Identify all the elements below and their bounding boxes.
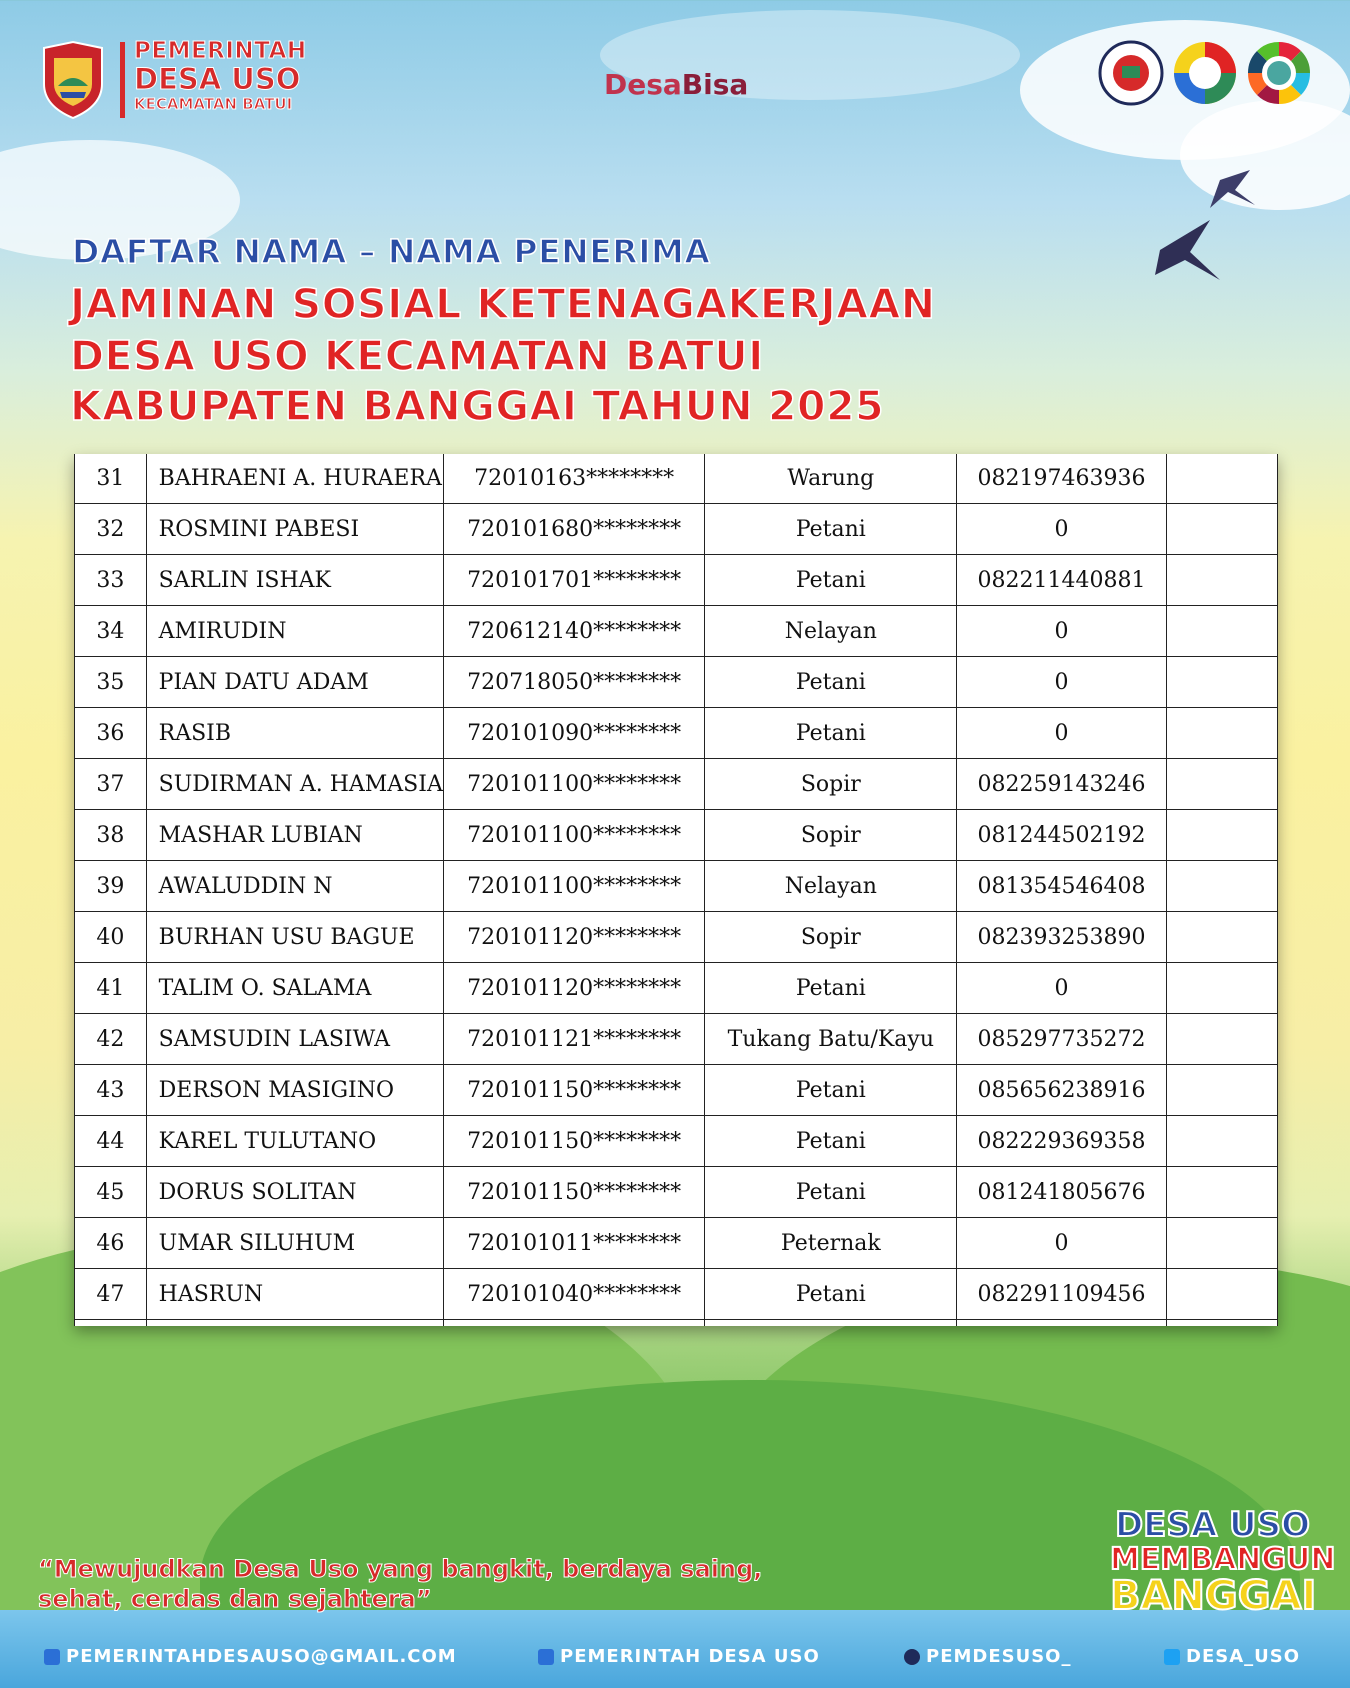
row-number: 45 (75, 1167, 147, 1218)
row-nik: 720612140******** (443, 606, 705, 657)
row-nik: 720101120******** (443, 912, 705, 963)
row-phone: 0 (957, 708, 1167, 759)
table-row (75, 504, 1278, 555)
row-occupation: Petani (705, 708, 957, 759)
row-empty-cell (1166, 1167, 1277, 1218)
row-name: SUDIRMAN A. HAMASIA (146, 759, 443, 810)
table-row (75, 963, 1278, 1014)
row-phone: 082393253890 (957, 912, 1167, 963)
list-title: DAFTAR NAMA – NAMA PENERIMA (72, 232, 711, 271)
row-number: 39 (75, 861, 147, 912)
recipient-table-grid (74, 454, 1278, 1326)
row-phone: 082197463936 (957, 454, 1167, 504)
table-row (75, 759, 1278, 810)
quote-line2: sehat, cerdas dan sejahtera” (38, 1585, 432, 1613)
row-empty-cell (1166, 759, 1277, 810)
row-nik: 720101120******** (443, 963, 705, 1014)
row-empty-cell (1166, 1065, 1277, 1116)
row-number: 36 (75, 708, 147, 759)
row-number: 40 (75, 912, 147, 963)
row-number: 47 (75, 1269, 147, 1320)
row-name: PIAN DATU ADAM (146, 657, 443, 708)
row-occupation: Petani (705, 963, 957, 1014)
row-name: KAREL TULUTANO (146, 1116, 443, 1167)
slogan-line3: BANGGAI (1110, 1573, 1317, 1620)
row-occupation: Nelayan (705, 861, 957, 912)
row-empty-cell (1166, 1116, 1277, 1167)
row-name: DERSON MASIGINO (146, 1065, 443, 1116)
row-nik: 720101011******** (443, 1218, 705, 1269)
row-empty-cell (1166, 606, 1277, 657)
row-name: AWALUDDIN N (146, 861, 443, 912)
table-row (75, 1218, 1278, 1269)
table-row (75, 1116, 1278, 1167)
row-empty-cell (1166, 1269, 1277, 1320)
row-empty-cell (1166, 657, 1277, 708)
row-number: 31 (75, 454, 147, 504)
row-empty-cell (1166, 963, 1277, 1014)
table-row (75, 555, 1278, 606)
row-occupation: Petani (705, 657, 957, 708)
row-nik: 720101090******** (443, 708, 705, 759)
row-name: BURHAN USU BAGUE (146, 912, 443, 963)
table-row (75, 1014, 1278, 1065)
footer-tiktok-text: PEMDESUSO_ (926, 1646, 1072, 1667)
row-name: AMIRUDIN (146, 606, 443, 657)
row-name: BAHRAENI A. HURAERA (146, 454, 443, 504)
vision-quote (38, 1554, 762, 1614)
row-phone: 082259143246 (957, 759, 1167, 810)
row-name: RASIB (146, 708, 443, 759)
row-empty-cell (1166, 861, 1277, 912)
row-name: UMAR SILUHUM (146, 1218, 443, 1269)
row-occupation: Nelayan (705, 606, 957, 657)
row-nik: 720101100******** (443, 759, 705, 810)
slogan-logo (1110, 1505, 1336, 1620)
row-nik: 720101150******** (443, 1167, 705, 1218)
table-row (75, 708, 1278, 759)
desabisa-logo (604, 68, 748, 101)
quote-line1: “Mewujudkan Desa Uso yang bangkit, berdaya saing, (38, 1555, 763, 1583)
table-row (75, 1065, 1278, 1116)
main-title-line1: JAMINAN SOSIAL KETENAGAKERJAAN (70, 280, 936, 328)
row-name: SARLIN ISHAK (146, 555, 443, 606)
birds-decoration (1150, 160, 1270, 300)
row-number: 42 (75, 1014, 147, 1065)
row-occupation: Petani (705, 555, 957, 606)
regency-shield-icon (40, 40, 106, 120)
row-number: 32 (75, 504, 147, 555)
desa-cerdas-logo-icon (1172, 40, 1238, 106)
row-phone: 081244502192 (957, 810, 1167, 861)
row-phone: 0 (957, 606, 1167, 657)
row-empty-cell (1166, 1320, 1277, 1327)
row-number: 43 (75, 1065, 147, 1116)
row-empty-cell (1166, 708, 1277, 759)
main-title-line2: DESA USO KECAMATAN BATUI (70, 332, 764, 380)
table-row (75, 1167, 1278, 1218)
row-nik: 720101040******** (443, 1269, 705, 1320)
row-phone: 0 (957, 1218, 1167, 1269)
row-empty-cell (146, 1320, 443, 1327)
footer-email[interactable] (44, 1646, 457, 1667)
row-phone: 082291109456 (957, 1269, 1167, 1320)
row-empty-cell (1166, 912, 1277, 963)
row-number: 34 (75, 606, 147, 657)
row-occupation: Petani (705, 1116, 957, 1167)
footer-twitter[interactable] (1164, 1646, 1300, 1667)
row-number: 35 (75, 657, 147, 708)
row-empty-cell (1166, 1218, 1277, 1269)
row-nik: 720101121******** (443, 1014, 705, 1065)
footer-twitter-text: DESA_USO (1186, 1646, 1301, 1667)
row-occupation: Petani (705, 1269, 957, 1320)
row-name: DORUS SOLITAN (146, 1167, 443, 1218)
footer-facebook-text: PEMERINTAH DESA USO (560, 1646, 820, 1667)
row-occupation: Sopir (705, 912, 957, 963)
table-row-partial (75, 1320, 1278, 1327)
row-phone: 085297735272 (957, 1014, 1167, 1065)
row-nik: 720101701******** (443, 555, 705, 606)
desabisa-part-a: Desa (604, 68, 682, 101)
row-phone: 0 (957, 963, 1167, 1014)
footer-facebook[interactable] (538, 1646, 820, 1667)
brand-line1: PEMERINTAH (134, 38, 307, 64)
table-row (75, 606, 1278, 657)
row-nik: 720101150******** (443, 1065, 705, 1116)
sdgs-wheel-icon (1246, 40, 1312, 106)
main-title-line3: KABUPATEN BANGGAI TAHUN 2025 (70, 382, 885, 430)
row-number: 33 (75, 555, 147, 606)
footer-email-text: PEMERINTAHDESAUSO@GMAIL.COM (66, 1646, 457, 1667)
ministry-logo-icon (1098, 40, 1164, 106)
row-empty-cell (1166, 1014, 1277, 1065)
brand-title (134, 40, 307, 112)
row-empty-cell (1166, 504, 1277, 555)
row-empty-cell (705, 1320, 957, 1327)
table-row (75, 657, 1278, 708)
row-name: HASRUN (146, 1269, 443, 1320)
facebook-icon (538, 1649, 554, 1665)
table-row (75, 454, 1278, 504)
brand-divider (120, 42, 125, 118)
tiktok-icon (904, 1649, 920, 1665)
row-phone: 082229369358 (957, 1116, 1167, 1167)
row-empty-cell (75, 1320, 147, 1327)
row-phone: 085656238916 (957, 1065, 1167, 1116)
slogan-line1: DESA USO (1114, 1505, 1311, 1545)
desabisa-part-b: Bisa (681, 68, 749, 101)
row-occupation: Warung (705, 454, 957, 504)
table-row (75, 810, 1278, 861)
row-phone: 081354546408 (957, 861, 1167, 912)
email-icon (44, 1649, 60, 1665)
row-phone: 0 (957, 657, 1167, 708)
row-name: TALIM O. SALAMA (146, 963, 443, 1014)
row-number: 41 (75, 963, 147, 1014)
row-occupation: Petani (705, 504, 957, 555)
table-row (75, 861, 1278, 912)
twitter-icon (1164, 1649, 1180, 1665)
brand-line2: DESA USO (134, 62, 301, 96)
row-number: 37 (75, 759, 147, 810)
row-nik: 720101100******** (443, 810, 705, 861)
table-row (75, 1269, 1278, 1320)
row-nik: 720101150******** (443, 1116, 705, 1167)
row-occupation: Peternak (705, 1218, 957, 1269)
row-empty-cell (443, 1320, 705, 1327)
row-number: 44 (75, 1116, 147, 1167)
row-empty-cell (1166, 454, 1277, 504)
row-empty-cell (957, 1320, 1167, 1327)
row-number: 46 (75, 1218, 147, 1269)
row-occupation: Petani (705, 1167, 957, 1218)
row-occupation: Sopir (705, 759, 957, 810)
row-phone: 082211440881 (957, 555, 1167, 606)
row-name: MASHAR LUBIAN (146, 810, 443, 861)
row-nik: 720101100******** (443, 861, 705, 912)
row-number: 38 (75, 810, 147, 861)
row-occupation: Petani (705, 1065, 957, 1116)
row-phone: 0 (957, 504, 1167, 555)
brand-line3: KECAMATAN BATUI (134, 95, 293, 113)
row-empty-cell (1166, 810, 1277, 861)
row-name: ROSMINI PABESI (146, 504, 443, 555)
recipient-table (74, 454, 1278, 1326)
row-occupation: Tukang Batu/Kayu (705, 1014, 957, 1065)
row-nik: 720718050******** (443, 657, 705, 708)
row-name: SAMSUDIN LASIWA (146, 1014, 443, 1065)
table-row (75, 912, 1278, 963)
row-occupation: Sopir (705, 810, 957, 861)
row-empty-cell (1166, 555, 1277, 606)
row-phone: 081241805676 (957, 1167, 1167, 1218)
footer-tiktok[interactable] (904, 1646, 1071, 1667)
row-nik: 720101680******** (443, 504, 705, 555)
row-nik: 72010163******** (443, 454, 705, 504)
slogan-line2: MEMBANGUN (1110, 1541, 1336, 1577)
